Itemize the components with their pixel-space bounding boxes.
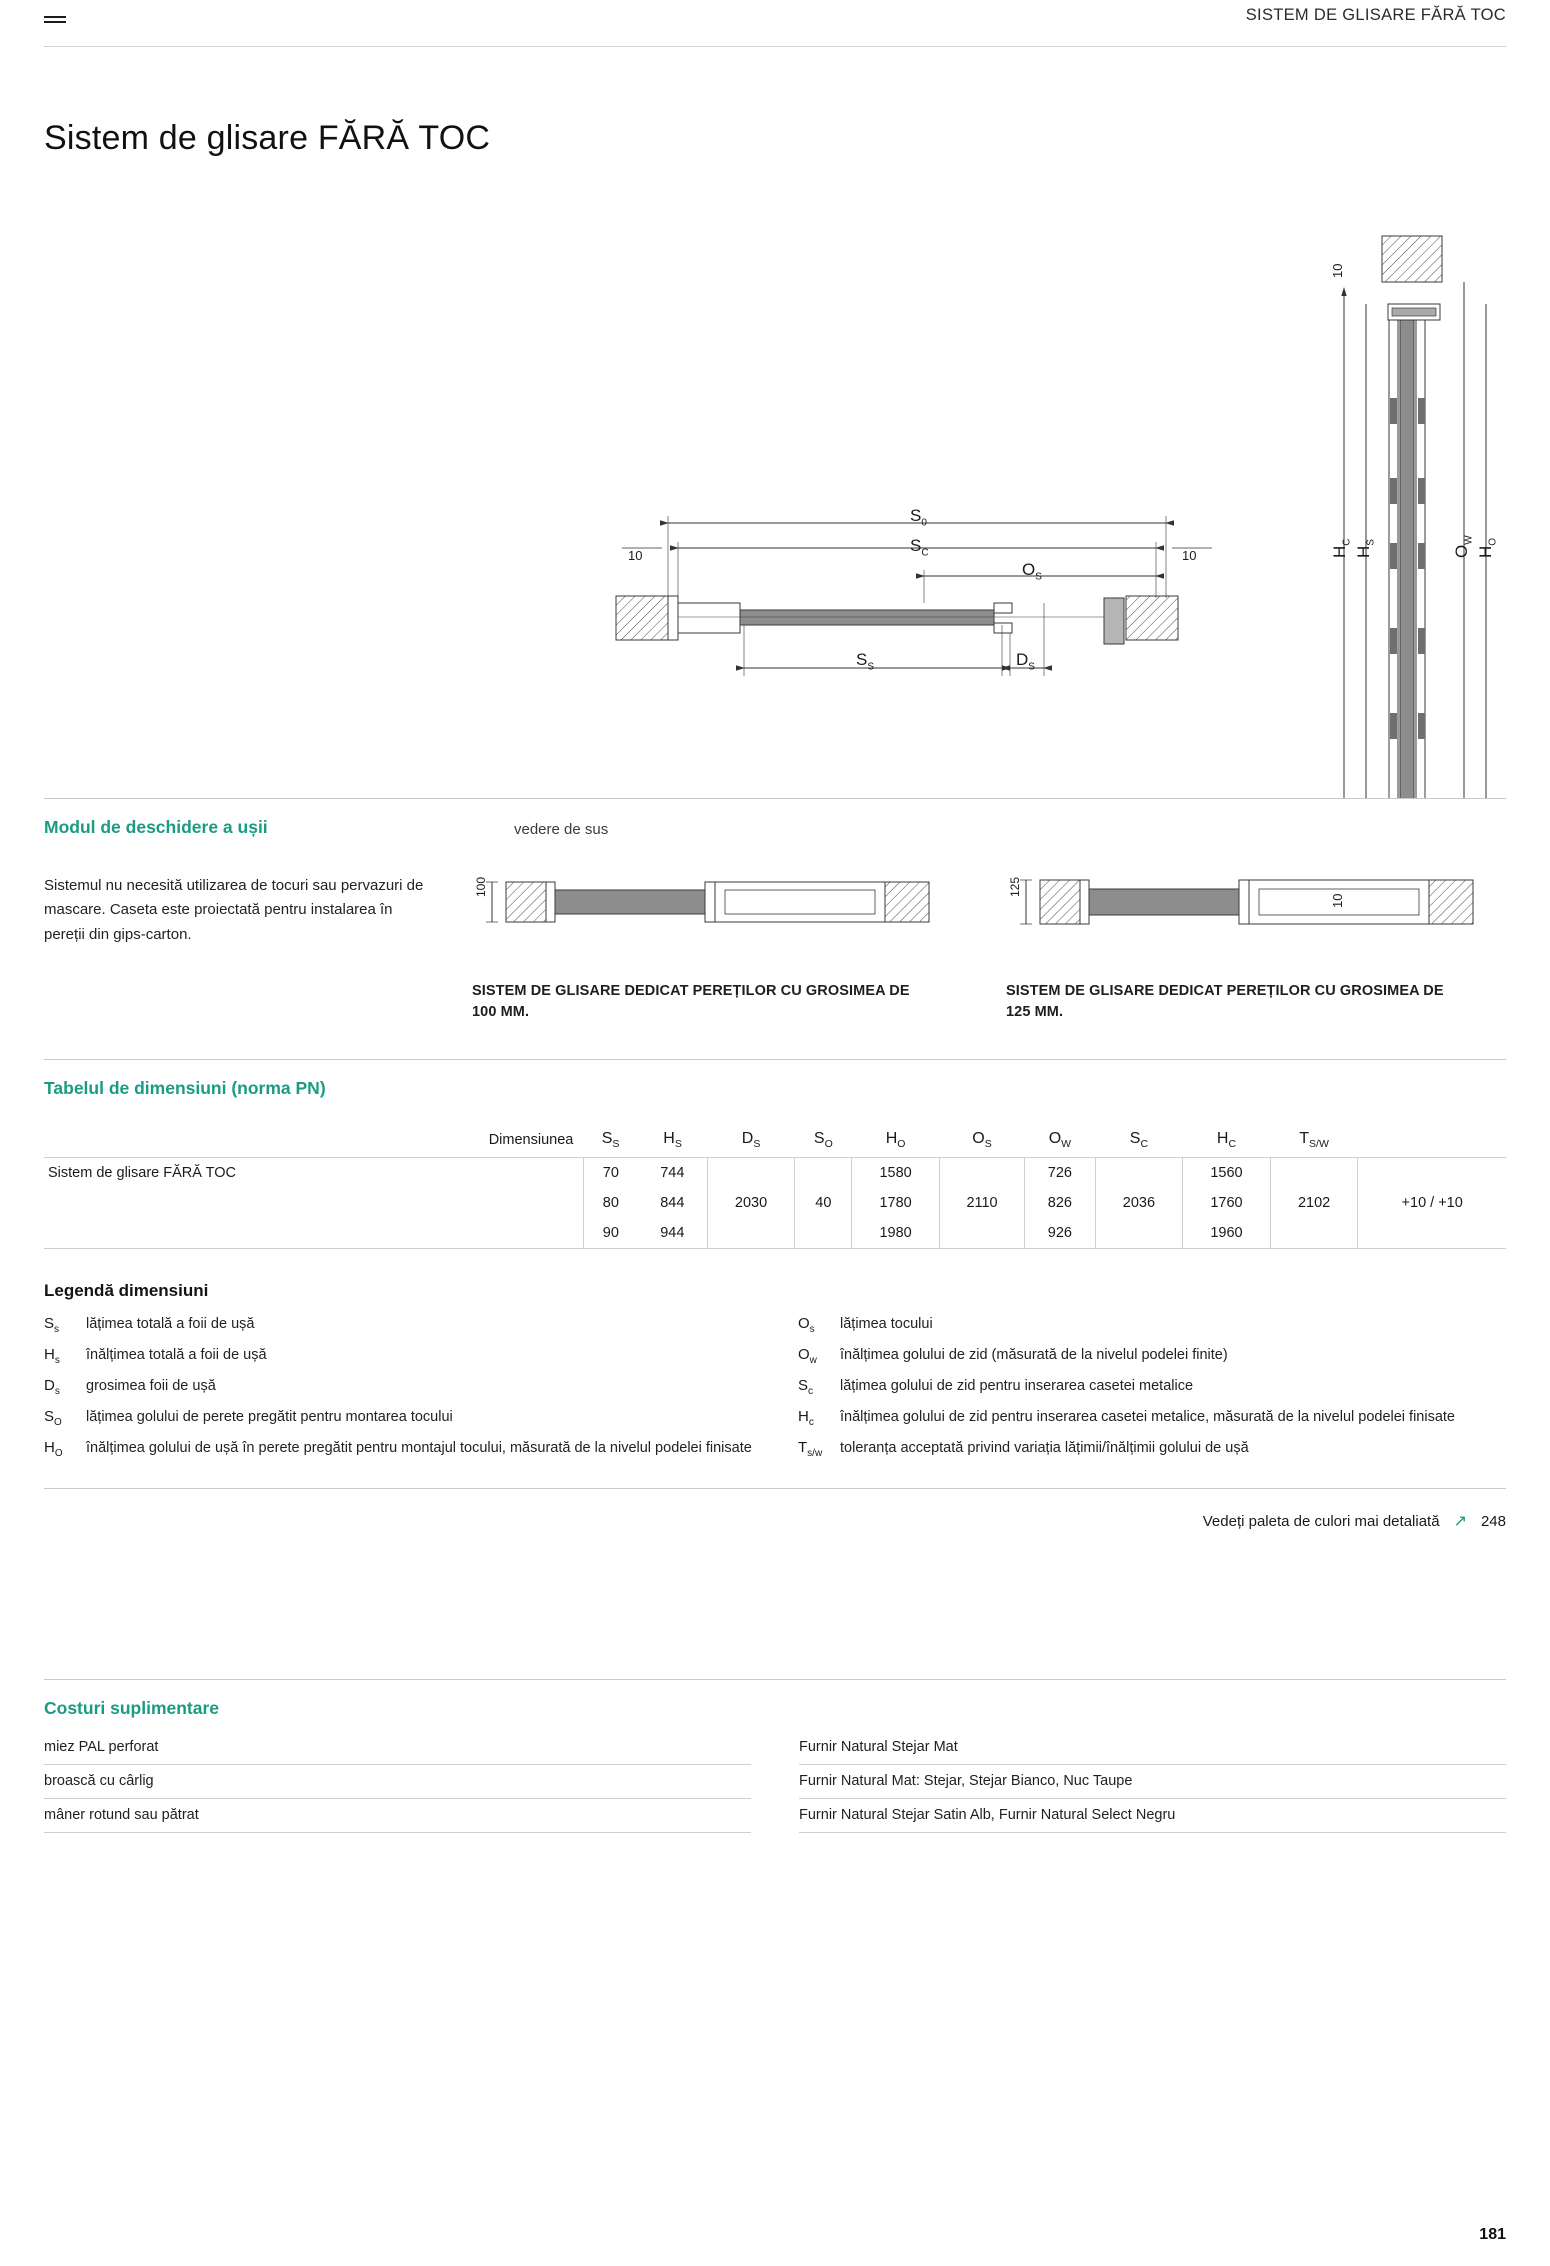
running-title: SISTEM DE GLISARE FĂRĂ TOC [1245,6,1506,24]
costs-heading: Costuri suplimentare [44,1698,220,1719]
cost-item: Furnir Natural Stejar Satin Alb, Furnir Natural Select Negru [799,1799,1506,1833]
dimension-table [44,1123,1506,1249]
legend-symbol: $D_s$ [44,1377,60,1398]
cell-os-3: 926 [1047,1225,1072,1242]
cell-tsw-merged: +10 / +10 [1401,1195,1463,1212]
cell-sc-1: 1560 [1210,1165,1243,1182]
legend-col-left [44,1315,752,1470]
legend-symbol: $H_O$ [44,1439,63,1460]
panel-100 [472,874,1006,1023]
label-hs: $H_S$ [1354,539,1377,558]
legend-item [44,1408,752,1428]
header-divider [44,46,1506,47]
panel-100-caption: SISTEM DE GLISARE DEDICAT PEREȚILOR CU GROSIMEA DE 100 MM. [472,983,910,1021]
costs-table [44,1719,1506,1833]
cost-item: miez PAL perforat [44,1731,751,1765]
label-ss: $S_S$ [856,650,875,673]
cost-item: broască cu cârlig [44,1765,751,1799]
cost-item: Furnir Natural Stejar Mat [799,1731,1506,1765]
label-sc: $S_C$ [910,536,929,559]
col-sc: $S_C$ [1129,1130,1149,1151]
cell-so-2: 1780 [879,1195,912,1212]
col-os: $O_S$ [972,1130,992,1151]
cell-thickness-merged: 40 [795,1158,852,1249]
view-label: vedere de sus [514,821,609,838]
legend-item [798,1439,1506,1459]
legend-symbol: $S_c$ [798,1377,814,1398]
cell-ow-merged: 2036 [1095,1158,1183,1249]
legend-item [798,1315,1506,1335]
legend-item [44,1377,752,1397]
cell-hs-2: 844 [660,1195,685,1212]
col-so: $S_O$ [813,1130,833,1151]
cell-sc-3: 1960 [1210,1225,1243,1242]
legend-item [44,1315,752,1335]
panel-125 [1006,874,1506,1023]
cell-os-1: 726 [1047,1165,1072,1182]
legend-symbol: $H_s$ [44,1346,60,1367]
label-10-right: 10 [1182,548,1197,563]
col-ho: $H_O$ [885,1130,906,1151]
table-header-row [44,1123,1506,1158]
col-hc: $H_C$ [1216,1130,1237,1151]
cell-so-1: 1580 [879,1165,912,1182]
legend-text: înălțimea golului de zid (măsurată de la nivelul podelei finite) [840,1347,1228,1364]
legend-text: înălțimea golului de zid pentru inserarea casetei metalice, măsurată de la nivelul podelei finisate [840,1409,1455,1426]
col-hs: $H_S$ [663,1130,682,1151]
palette-text: Vedeți paleta de culori mai detaliată [1202,1512,1440,1530]
cell-hc-merged: 2102 [1270,1158,1358,1249]
cost-item: Furnir Natural Mat: Stejar, Stejar Bianco, Nuc Taupe [799,1765,1506,1799]
legend-text: grosimea foii de ușă [86,1378,216,1395]
costs-col-left [44,1731,751,1833]
cell-ho-merged: 2110 [939,1158,1024,1249]
dim-table-heading: Tabelul de dimensiuni (norma PN) [44,1078,326,1099]
label-10-left: 10 [628,548,643,563]
legend-text: înălțimea totală a foii de ușă [86,1347,267,1364]
costs-col-right [799,1731,1506,1833]
label-hc: $H_C$ [1330,538,1353,558]
legend-item [798,1408,1506,1428]
legend-text: lățimea tocului [840,1316,933,1333]
col-ds: $D_S$ [741,1130,761,1151]
table-row [44,1158,1506,1189]
cell-so-3: 1980 [879,1225,912,1242]
legend-text: înălțimea golului de ușă în perete pregătit pentru montajul tocului, măsurată de la nivelul podelei finisate [86,1440,752,1457]
panel-125-caption: SISTEM DE GLISARE DEDICAT PEREȚILOR CU GROSIMEA DE 125 MM. [1006,983,1444,1021]
legend-symbol: $S_s$ [44,1315,60,1336]
page-title: Sistem de glisare FĂRĂ TOC [44,119,491,157]
label-ho: $H_O$ [1476,537,1499,558]
col-ow: $O_W$ [1048,1130,1072,1151]
hamburger-icon[interactable] [44,16,66,26]
legend [44,1301,1506,1470]
page-number: 181 [1479,2226,1506,2243]
cell-hs-3: 944 [660,1225,685,1242]
legend-item [44,1346,752,1366]
cell-ss-2: 80 [583,1188,638,1218]
panel-125-thickness: 125 [1008,876,1022,897]
label-s0: $S_0$ [910,506,927,529]
label-10-top: 10 [1330,263,1345,278]
label-10-bottom: 10 [1330,893,1345,908]
cell-sc-2: 1760 [1210,1195,1243,1212]
legend-col-right [798,1315,1506,1470]
legend-text: toleranța acceptată privind variația lățimii/înălțimii golului de ușă [840,1440,1249,1457]
opening-body: Sistemul nu necesită utilizarea de tocuri sau pervazuri de mascare. Caseta este proiectată pentru instalarea în pereții din gips-carton. [44,877,424,943]
legend-item [44,1439,752,1459]
legend-symbol: $O_s$ [798,1315,815,1336]
legend-symbol: $T_{s/w}$ [798,1439,823,1460]
opening-heading: Modul de deschidere a ușii [44,817,268,837]
row-label: Sistem de glisare FĂRĂ TOC [48,1165,237,1182]
palette-page[interactable]: 248 [1480,1512,1506,1530]
legend-item [798,1377,1506,1397]
top-bar [44,0,1506,46]
label-ds: $D_S$ [1016,650,1035,673]
panel-100-thickness: 100 [474,876,488,897]
legend-symbol: $O_w$ [798,1346,817,1367]
legend-title: Legendă dimensiuni [44,1281,209,1301]
legend-item [798,1346,1506,1366]
cost-item: mâner rotund sau pătrat [44,1799,751,1833]
label-ow: $O_W$ [1452,535,1475,558]
cell-ds-merged: 2030 [707,1158,795,1249]
legend-text: lățimea golului de zid pentru inserarea casetei metalice [840,1378,1194,1395]
legend-text: lățimea totală a foii de ușă [86,1316,255,1333]
palette-link[interactable] [44,1489,1506,1531]
dimension-label: Dimensiunea [488,1132,574,1149]
col-ss: $S_S$ [601,1130,620,1151]
cell-ss-3: 90 [583,1218,638,1249]
cell-hs-1: 744 [660,1165,685,1182]
cell-ss-1: 70 [583,1158,638,1189]
label-os: $O_S$ [1022,560,1042,583]
arrow-up-right-icon: ↗ [1453,1513,1467,1531]
legend-symbol: $S_O$ [44,1408,62,1429]
drawing-svg [44,98,1504,798]
col-tsw: $T_{S/W}$ [1299,1130,1329,1151]
legend-symbol: $H_c$ [798,1408,814,1429]
legend-text: lățimea golului de perete pregătit pentru montarea tocului [86,1409,453,1426]
cell-os-2: 826 [1047,1195,1072,1212]
